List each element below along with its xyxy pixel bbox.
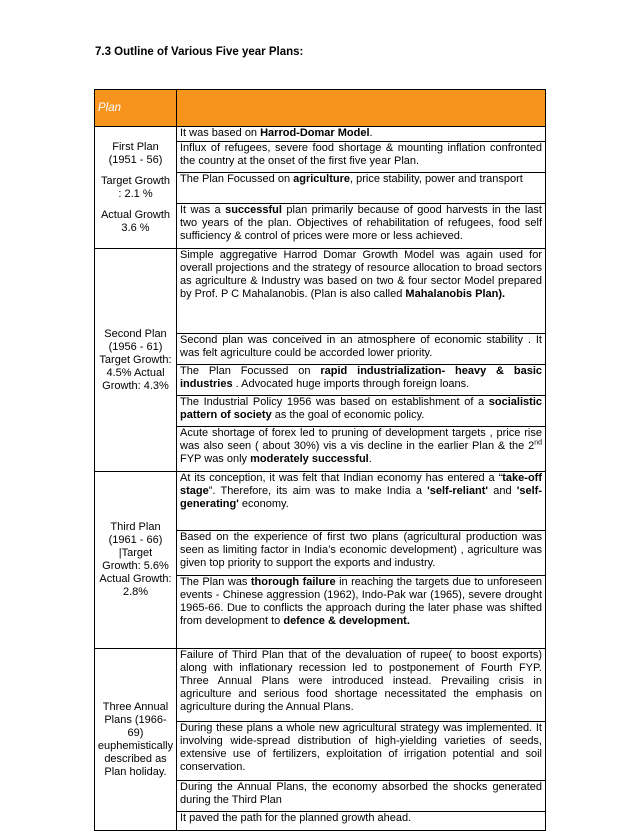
- plan-description-cell: [177, 127, 546, 142]
- plan-label-line: : 2.1 %: [118, 187, 153, 200]
- description-text: The Plan Focussed on: [180, 365, 321, 377]
- description-text: , price stability, power and transport: [349, 173, 523, 185]
- plan-name-cell: [95, 472, 177, 649]
- emphasis-text: socialistic pattern of society: [180, 396, 542, 421]
- plan-label-group: [96, 521, 175, 599]
- plan-description-cell: [177, 722, 546, 781]
- plan-name-cell: [95, 249, 177, 472]
- description-text: nd: [534, 439, 542, 447]
- emphasis-text: take-off stage: [180, 472, 542, 497]
- description-text: During the Annual Plans, the economy absorbed the shocks generated during the Third Plan: [180, 781, 542, 806]
- plan-description-cell: [177, 334, 546, 365]
- plan-description-cell: [177, 142, 546, 173]
- plan-label-line: Plan holiday.: [104, 765, 167, 778]
- plan-label-line: Target Growth:: [99, 353, 172, 366]
- plan-label-line: Plans (1966-: [104, 713, 167, 726]
- plan-label-line: described as: [104, 752, 167, 765]
- description-text: Acute shortage of forex led to pruning of development targets , price rise was also seen ( about 30%) vis a vis decline in the earlier Plan & the 2: [180, 427, 542, 452]
- plan-description-cell: [177, 472, 546, 531]
- plan-label-line: Second Plan: [104, 327, 167, 340]
- plan-description-cell: [177, 427, 546, 472]
- plan-label-group: [96, 701, 175, 779]
- plan-row: [95, 249, 546, 334]
- plan-label-line: 3.6 %: [121, 221, 150, 234]
- description-text: Based on the experience of first two plans (agricultural production was seen as limiting factor in India’s economic development) , agriculture was given top priority to support the exports and industry.: [180, 531, 542, 569]
- plan-label-line: Three Annual: [102, 700, 169, 713]
- plan-label-line: Actual Growth: [100, 208, 171, 221]
- description-text: The Industrial Policy 1956 was based on establishment of a: [180, 396, 489, 408]
- description-text: in reaching the targets due to unforeseen events - Chinese aggression (1962), Indo-Pak war (1965), severe drought 1965-66. Due to conflicts the approach during the later phase was shifted from development to: [180, 576, 543, 627]
- plan-label-line: euphemistically: [97, 739, 174, 752]
- plan-description-cell: [177, 812, 546, 831]
- plan-label-group: [96, 209, 175, 235]
- plan-row: [95, 649, 546, 722]
- plan-description-cell: [177, 249, 546, 334]
- plan-row: [95, 127, 546, 142]
- plan-description-cell: [177, 649, 546, 722]
- emphasis-text: defence & development.: [283, 615, 410, 627]
- description-text: Failure of Third Plan that of the devaluation of rupee( to boost exports) along with inflationary recession led to postponement of Fourth FYP. Three Annual Plans were introduced instead. Prevailing crisis in agriculture and serious food shortage necessitated the emphasis on agriculture during the Annual Plans.: [180, 649, 542, 713]
- plan-label-line: |Target: [118, 547, 153, 559]
- plan-description-cell: [177, 531, 546, 576]
- description-text: The Plan was: [180, 576, 251, 588]
- plan-label-line: Growth: 5.6%: [102, 560, 169, 572]
- plan-label-line: Target Growth: [100, 174, 171, 187]
- plan-label-line: Third Plan: [110, 521, 161, 533]
- description-text: and: [488, 485, 517, 497]
- header-plan-label: Plan: [98, 101, 122, 114]
- description-text: It was a: [180, 204, 226, 216]
- emphasis-text: rapid industrialization- heavy & basic industries: [180, 365, 542, 390]
- section-heading: 7.3 Outline of Various Five year Plans:: [95, 46, 304, 58]
- emphasis-text: thorough failure: [250, 576, 336, 588]
- plan-description-cell: [177, 365, 546, 396]
- emphasis-text: successful: [225, 204, 282, 216]
- table-header-row: [95, 90, 546, 127]
- plan-label-line: First Plan: [112, 140, 159, 153]
- plan-description-cell: [177, 173, 546, 204]
- plan-label-group: [96, 141, 175, 167]
- description-text: It was based on: [180, 127, 261, 139]
- header-plan-cell: [95, 90, 177, 127]
- five-year-plans-table: [94, 89, 546, 831]
- description-text: During these plans a whole new agricultural strategy was implemented. It involving wide-spread distribution of high-yielding varieties of seeds, extensive use of fertilizers, exploitation of irrigation potential and soil conservation.: [180, 722, 542, 773]
- description-text: Simple aggregative Harrod Domar Growth Model was again used for overall projections and the strategy of resource allocation to broad sectors as agriculture & Industry was based on two & four sector Model prepared by Prof. P C Mahalanobis. (Plan is also called: [180, 249, 542, 300]
- emphasis-text: agriculture: [293, 173, 350, 185]
- emphasis-text: moderately successful: [250, 453, 369, 465]
- plan-name-cell: [95, 127, 177, 249]
- description-text: FYP was only: [180, 453, 251, 465]
- plan-name-cell: [95, 649, 177, 831]
- plan-label-line: Growth: 4.3%: [102, 379, 169, 392]
- description-text: . Advocated huge imports through foreign loans.: [232, 378, 470, 390]
- plan-description-cell: [177, 576, 546, 649]
- description-text: At its conception, it was felt that Indian economy has entered a “: [180, 472, 503, 484]
- description-text: The Plan Focussed on: [180, 173, 294, 185]
- plan-description-cell: [177, 396, 546, 427]
- emphasis-text: 'self-generating': [180, 485, 542, 510]
- description-text: Influx of refugees, severe food shortage & mounting inflation confronted the country at the onset of the first five year Plan.: [180, 142, 542, 167]
- plan-label-line: (1951 - 56): [108, 153, 163, 166]
- description-text: ”. Therefore, its aim was to make India a: [208, 485, 428, 497]
- description-text: It paved the path for the planned growth ahead.: [180, 812, 412, 824]
- emphasis-text: Mahalanobis Plan).: [405, 288, 506, 300]
- emphasis-text: 'self-reliant': [427, 485, 489, 497]
- emphasis-text: Harrod-Domar Model: [260, 127, 370, 139]
- plan-label-group: [96, 328, 175, 393]
- header-description-cell: [177, 90, 546, 127]
- plan-label-line: (1961 - 66): [108, 534, 163, 546]
- description-text: as the goal of economic policy.: [271, 409, 425, 421]
- description-text: .: [368, 453, 372, 465]
- description-text: .: [369, 127, 373, 139]
- plan-label-group: [96, 175, 175, 201]
- plan-label-line: Actual Growth:: [99, 573, 172, 585]
- plan-label-line: 2.8%: [122, 586, 149, 598]
- plan-label-line: 4.5% Actual: [106, 366, 165, 379]
- description-text: economy.: [238, 498, 289, 510]
- description-text: Second plan was conceived in an atmosphere of economic stability . It was felt agriculture could be accorded lower priority.: [180, 334, 542, 359]
- plan-description-cell: [177, 781, 546, 812]
- plan-description-cell: [177, 204, 546, 249]
- description-text: plan primarily because of good harvests in the last two years of the plan. Objectives of rehabilitation of refugees, food self sufficiency & control of prices were more or less achieved.: [180, 204, 542, 242]
- plan-label-line: (1956 - 61): [108, 340, 163, 353]
- plan-label-line: 69): [127, 726, 144, 739]
- plan-row: [95, 472, 546, 531]
